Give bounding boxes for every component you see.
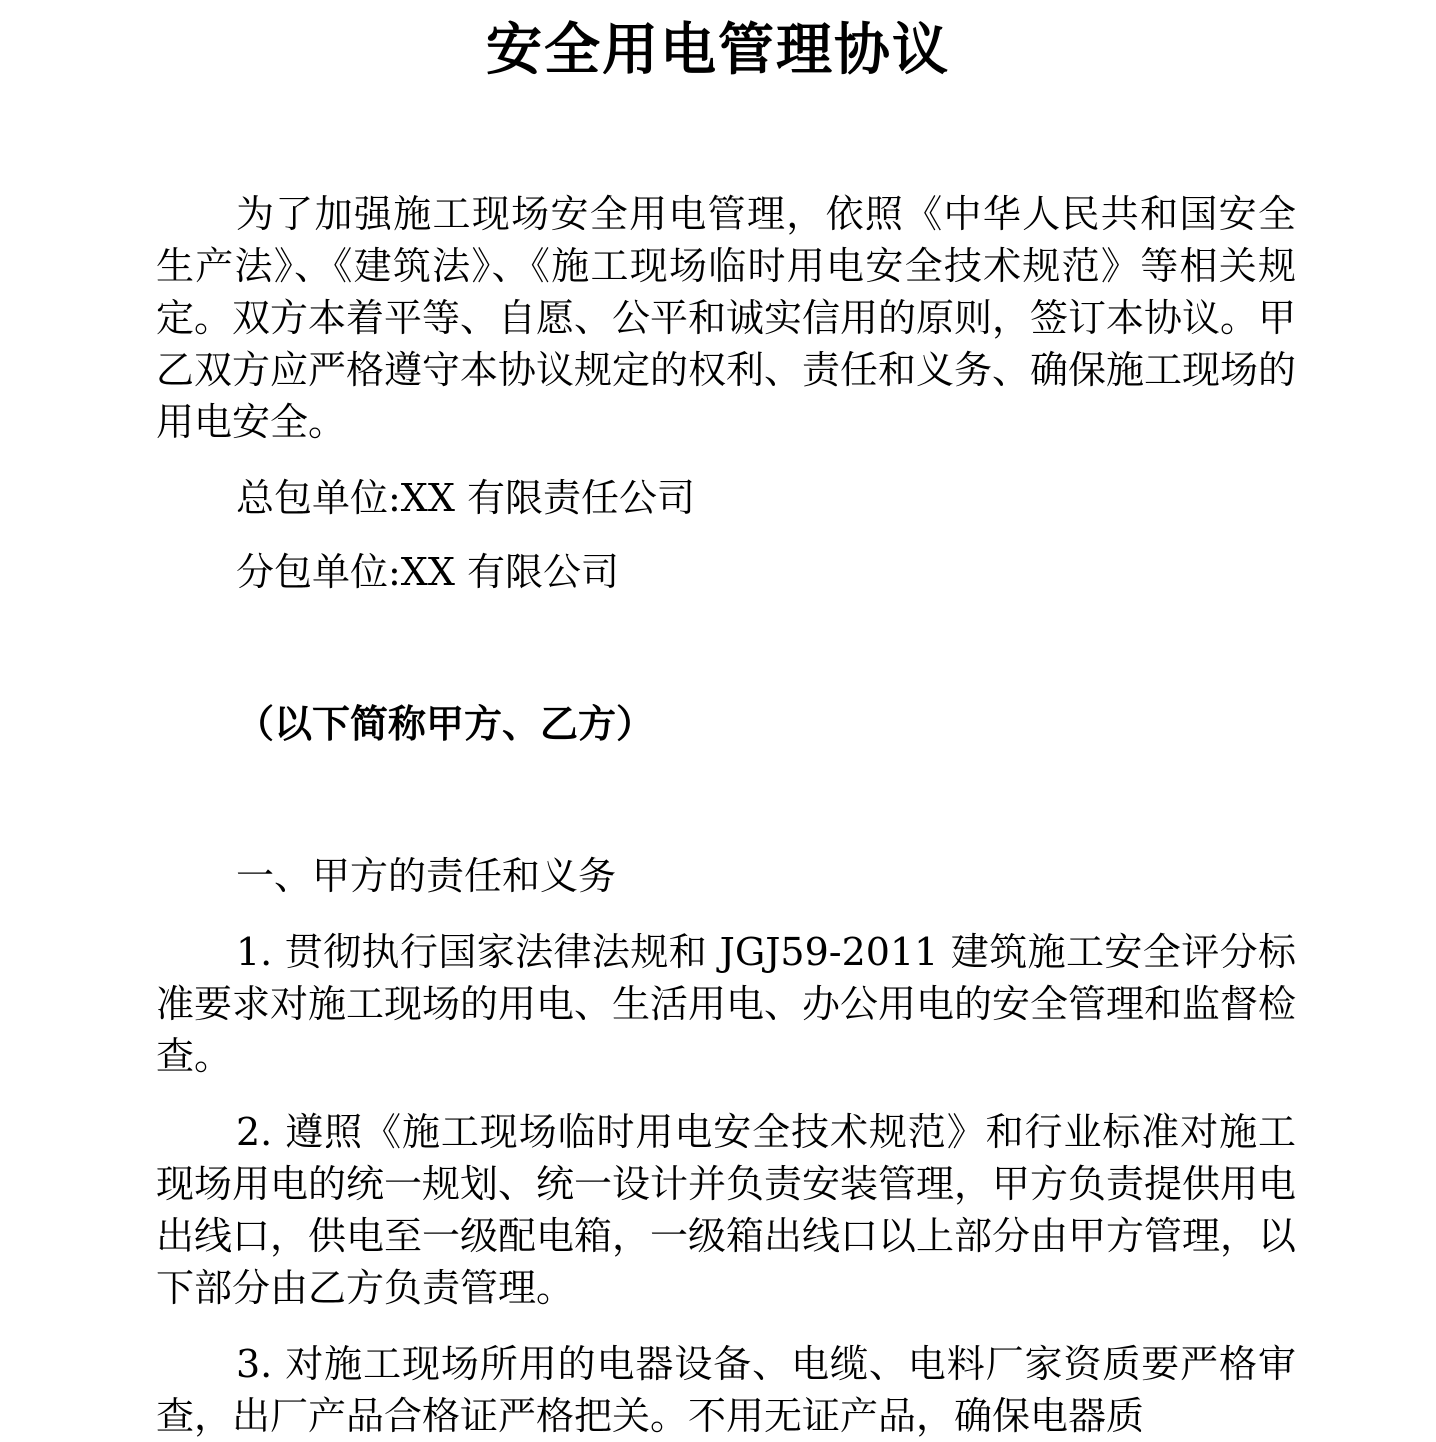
document-title: 安全用电管理协议 xyxy=(486,17,950,83)
party-a-line: 总包单位:XX 有限责任公司 xyxy=(236,476,695,520)
intro-paragraph: 为了加强施工现场安全用电管理，依照《中华人民共和国安全生产法》、《建筑法》、《施工现场临时用电安全技术规范》等相关规定。双方本着平等、自愿、公平和诚实信用的原则，签订本协议。甲乙双方应严格遵守本协议规定的权利、责任和义务、确保施工现场的用电安全。 xyxy=(156,192,1297,444)
abbreviation-line: （以下简称甲方、乙方） xyxy=(236,701,655,746)
clause-2: 2. 遵照《施工现场临时用电安全技术规范》和行业标准对施工现场用电的统一规划、统一设计并负责安装管理，甲方负责提供用电出线口，供电至一级配电箱，一级箱出线口以上部分由甲方管理，以下部分由乙方负责管理。 xyxy=(156,1110,1297,1310)
section-heading: 一、甲方的责任和义务 xyxy=(236,854,617,898)
party-b-line: 分包单位:XX 有限公司 xyxy=(236,550,619,594)
clause-3: 3. 对施工现场所用的电器设备、电缆、电料厂家资质要严格审查，出厂产品合格证严格把关。不用无证产品，确保电器质 xyxy=(156,1342,1296,1438)
clause-1: 1. 贯彻执行国家法律法规和 JGJ59-2011 建筑施工安全评分标准要求对施工现场的用电、生活用电、办公用电的安全管理和监督检查。 xyxy=(156,930,1297,1078)
